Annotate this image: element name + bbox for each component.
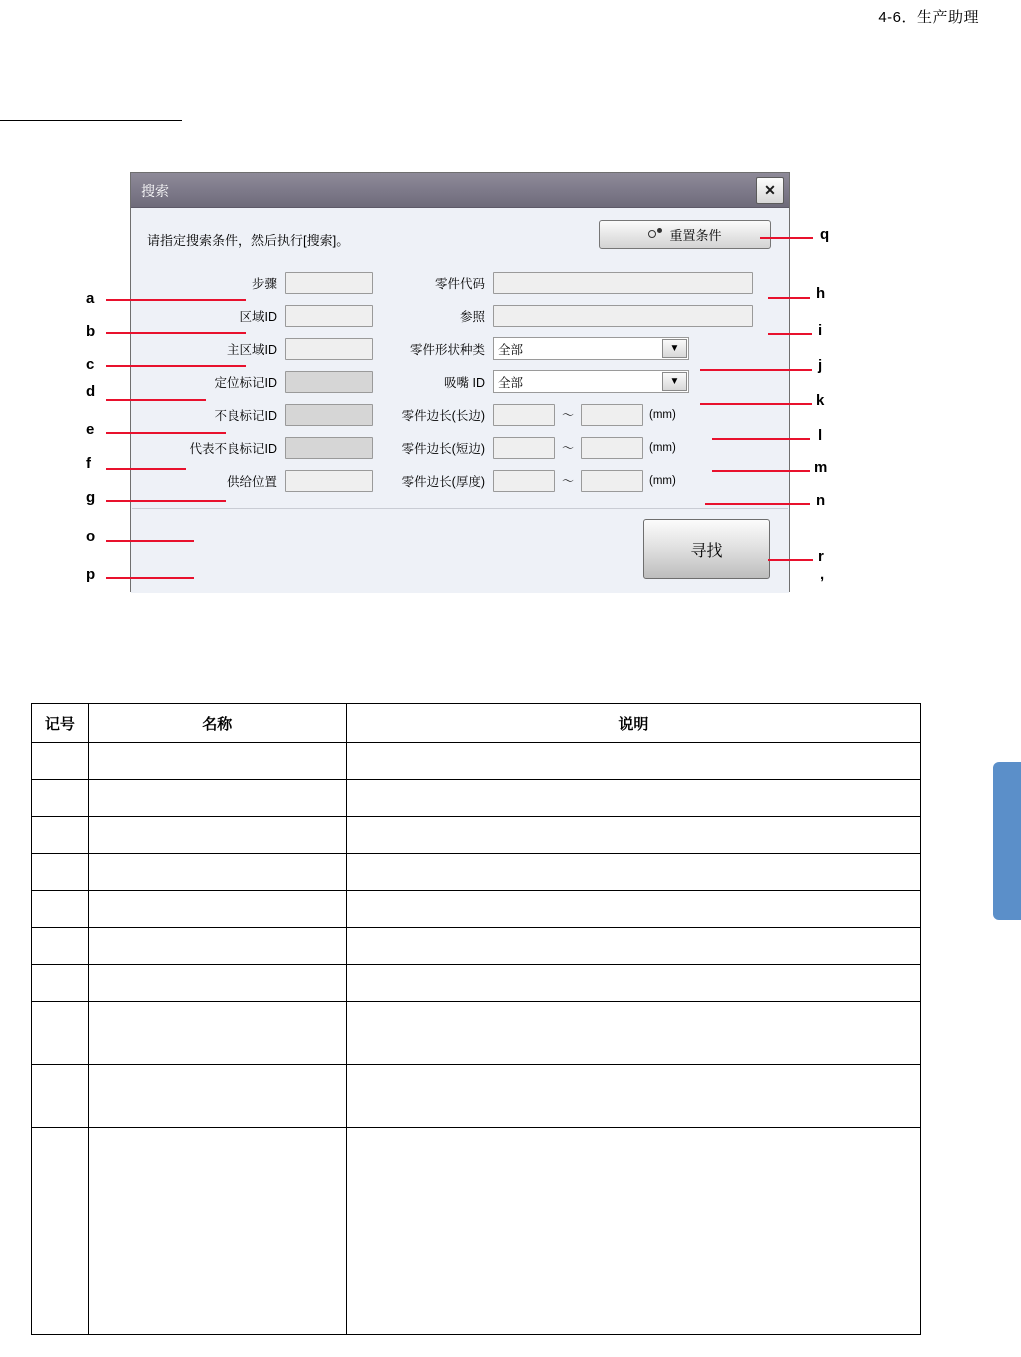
field-row-part-length-short <box>386 431 786 464</box>
table-row <box>32 891 921 928</box>
table-header-desc: 说明 <box>346 704 920 743</box>
table-cell-desc <box>346 780 920 817</box>
input-part-length-thickness-to[interactable] <box>581 470 643 492</box>
unit-part-length-long: (mm) <box>649 408 676 421</box>
input-reference[interactable] <box>493 305 753 327</box>
table-cell-desc <box>346 891 920 928</box>
label-part-shape-type: 零件形状种类 <box>409 342 485 357</box>
field-row-part-shape-type <box>386 332 786 365</box>
input-fiducial-mark-id <box>285 371 373 393</box>
hint-text: 请指定搜索条件，然后执行[搜索]。 <box>147 233 350 248</box>
callout-label-f: f <box>86 455 91 472</box>
callout-label-r: r <box>818 548 824 565</box>
input-supply-position[interactable] <box>285 470 373 492</box>
table-cell-desc <box>346 1128 920 1335</box>
label-step: 步骤 <box>251 276 277 291</box>
input-area-id[interactable] <box>285 305 373 327</box>
label-bad-mark-id: 不良标记ID <box>214 408 277 423</box>
select-part-shape-type[interactable] <box>493 337 689 360</box>
callout-leader-f <box>106 468 186 470</box>
callout-label-l: l <box>818 427 823 444</box>
page-side-tab <box>993 762 1021 920</box>
callout-label-j: j <box>818 357 823 374</box>
table-row <box>32 780 921 817</box>
header-rule <box>0 120 182 121</box>
label-part-length-thickness: 零件边长(厚度) <box>401 474 485 489</box>
table-cell-name <box>88 965 346 1002</box>
input-representative-bad-mark-id <box>285 437 373 459</box>
table-cell-desc <box>346 965 920 1002</box>
label-main-area-id: 主区域ID <box>226 342 277 357</box>
search-dialog <box>130 172 790 592</box>
table-cell-name <box>88 854 346 891</box>
description-table <box>31 703 921 1335</box>
callout-label-m: m <box>814 459 828 476</box>
search-icon <box>648 228 663 241</box>
callout-leader-r <box>768 559 813 561</box>
callout-label-p: p <box>86 566 96 583</box>
callout-label-e: e <box>86 421 95 438</box>
label-part-length-long: 零件边长(长边) <box>401 408 485 423</box>
field-row-fiducial-mark-id <box>131 365 381 398</box>
callout-label-i: i <box>818 322 823 339</box>
table-cell-mark <box>32 965 89 1002</box>
table-header-mark: 记号 <box>32 704 89 743</box>
table-cell-mark <box>32 854 89 891</box>
label-part-code: 零件代码 <box>434 276 485 291</box>
chevron-down-icon[interactable]: ▼ <box>662 339 687 358</box>
callout-label-q: q <box>820 226 830 243</box>
table-cell-name <box>88 743 346 780</box>
dialog-body <box>131 208 789 593</box>
label-supply-position: 供给位置 <box>226 474 277 489</box>
table-cell-mark <box>32 928 89 965</box>
field-row-part-length-thickness <box>386 464 786 497</box>
range-separator-short: ～ <box>561 441 574 455</box>
table-row <box>32 817 921 854</box>
table-header-name: 名称 <box>88 704 346 743</box>
select-nozzle-id[interactable] <box>493 370 689 393</box>
unit-part-length-short: (mm) <box>649 441 676 454</box>
dialog-divider <box>132 508 788 509</box>
select-part-shape-type-value: 全部 <box>498 342 524 357</box>
input-part-length-thickness-from[interactable] <box>493 470 555 492</box>
callout-label-b: b <box>86 323 96 340</box>
table-row <box>32 965 921 1002</box>
close-icon[interactable]: ✕ <box>756 177 784 204</box>
table-cell-name <box>88 1002 346 1065</box>
field-row-bad-mark-id <box>131 398 381 431</box>
unit-part-length-thickness: (mm) <box>649 474 676 487</box>
table-row <box>32 1128 921 1335</box>
callout-leader-e <box>106 432 226 434</box>
callout-leader-b <box>106 332 246 334</box>
input-part-length-short-from[interactable] <box>493 437 555 459</box>
input-main-area-id[interactable] <box>285 338 373 360</box>
input-part-length-short-to[interactable] <box>581 437 643 459</box>
label-area-id: 区域ID <box>239 309 277 324</box>
label-nozzle-id: 吸嘴 ID <box>444 375 485 390</box>
table-cell-mark <box>32 780 89 817</box>
callout-leader-i <box>768 333 812 335</box>
callout-leader-o <box>106 540 194 542</box>
label-reference: 参照 <box>459 309 485 324</box>
callout-label-r-mark: , <box>820 566 825 583</box>
callout-label-o: o <box>86 528 96 545</box>
field-row-area-id <box>131 299 381 332</box>
table-cell-desc <box>346 1002 920 1065</box>
label-representative-bad-mark-id: 代表不良标记ID <box>189 441 277 456</box>
table-row <box>32 928 921 965</box>
field-row-step <box>131 266 381 299</box>
table-row <box>32 1065 921 1128</box>
input-part-code[interactable] <box>493 272 753 294</box>
table-row <box>32 1002 921 1065</box>
field-row-representative-bad-mark-id <box>131 431 381 464</box>
table-cell-mark <box>32 891 89 928</box>
table-cell-mark <box>32 1065 89 1128</box>
table-cell-mark <box>32 1002 89 1065</box>
table-row <box>32 743 921 780</box>
table-cell-desc <box>346 817 920 854</box>
table-header-row <box>32 704 921 743</box>
callout-leader-m <box>712 470 810 472</box>
table-body <box>32 743 921 1335</box>
callout-leader-l <box>712 438 810 440</box>
callout-leader-j <box>700 369 812 371</box>
table-cell-mark <box>32 1128 89 1335</box>
reset-conditions-button[interactable] <box>599 220 771 249</box>
callout-leader-q <box>760 237 813 239</box>
input-part-length-long-to[interactable] <box>581 404 643 426</box>
range-separator-thickness: ～ <box>561 474 574 488</box>
chevron-down-icon[interactable]: ▼ <box>662 372 687 391</box>
table-cell-desc <box>346 928 920 965</box>
callout-leader-d <box>106 399 206 401</box>
input-step[interactable] <box>285 272 373 294</box>
table-cell-name <box>88 1128 346 1335</box>
field-row-part-code <box>386 266 786 299</box>
table-cell-name <box>88 1065 346 1128</box>
callout-leader-a <box>106 299 246 301</box>
callout-label-a: a <box>86 290 95 307</box>
callout-label-c: c <box>86 356 95 373</box>
reset-conditions-label: 重置条件 <box>669 228 722 243</box>
field-row-main-area-id <box>131 332 381 365</box>
table-cell-desc <box>346 854 920 891</box>
callout-leader-p <box>106 577 194 579</box>
select-nozzle-id-value: 全部 <box>498 375 524 390</box>
table-row <box>32 854 921 891</box>
callout-label-h: h <box>816 285 826 302</box>
table-cell-name <box>88 928 346 965</box>
callout-leader-k <box>700 403 812 405</box>
callout-leader-c <box>106 365 246 367</box>
field-row-reference <box>386 299 786 332</box>
label-fiducial-mark-id: 定位标记ID <box>214 375 277 390</box>
table-cell-desc <box>346 743 920 780</box>
callout-leader-g <box>106 500 226 502</box>
callout-leader-n <box>705 503 810 505</box>
table-cell-name <box>88 780 346 817</box>
range-separator-long: ～ <box>561 408 574 422</box>
form-right-column <box>386 266 786 497</box>
find-button[interactable]: 寻找 <box>643 519 770 579</box>
callout-label-n: n <box>816 492 826 509</box>
callout-label-k: k <box>816 392 825 409</box>
dialog-titlebar <box>131 173 789 208</box>
callout-label-d: d <box>86 383 96 400</box>
label-part-length-short: 零件边长(短边) <box>401 441 485 456</box>
table-cell-mark <box>32 743 89 780</box>
table-cell-name <box>88 817 346 854</box>
callout-label-g: g <box>86 489 96 506</box>
table-cell-name <box>88 891 346 928</box>
dialog-title: 搜索 <box>141 183 169 199</box>
callout-leader-h <box>768 297 810 299</box>
input-bad-mark-id <box>285 404 373 426</box>
page-header: 4-6．生产助理 <box>878 9 979 26</box>
table-cell-mark <box>32 817 89 854</box>
table-cell-desc <box>346 1065 920 1128</box>
input-part-length-long-from[interactable] <box>493 404 555 426</box>
